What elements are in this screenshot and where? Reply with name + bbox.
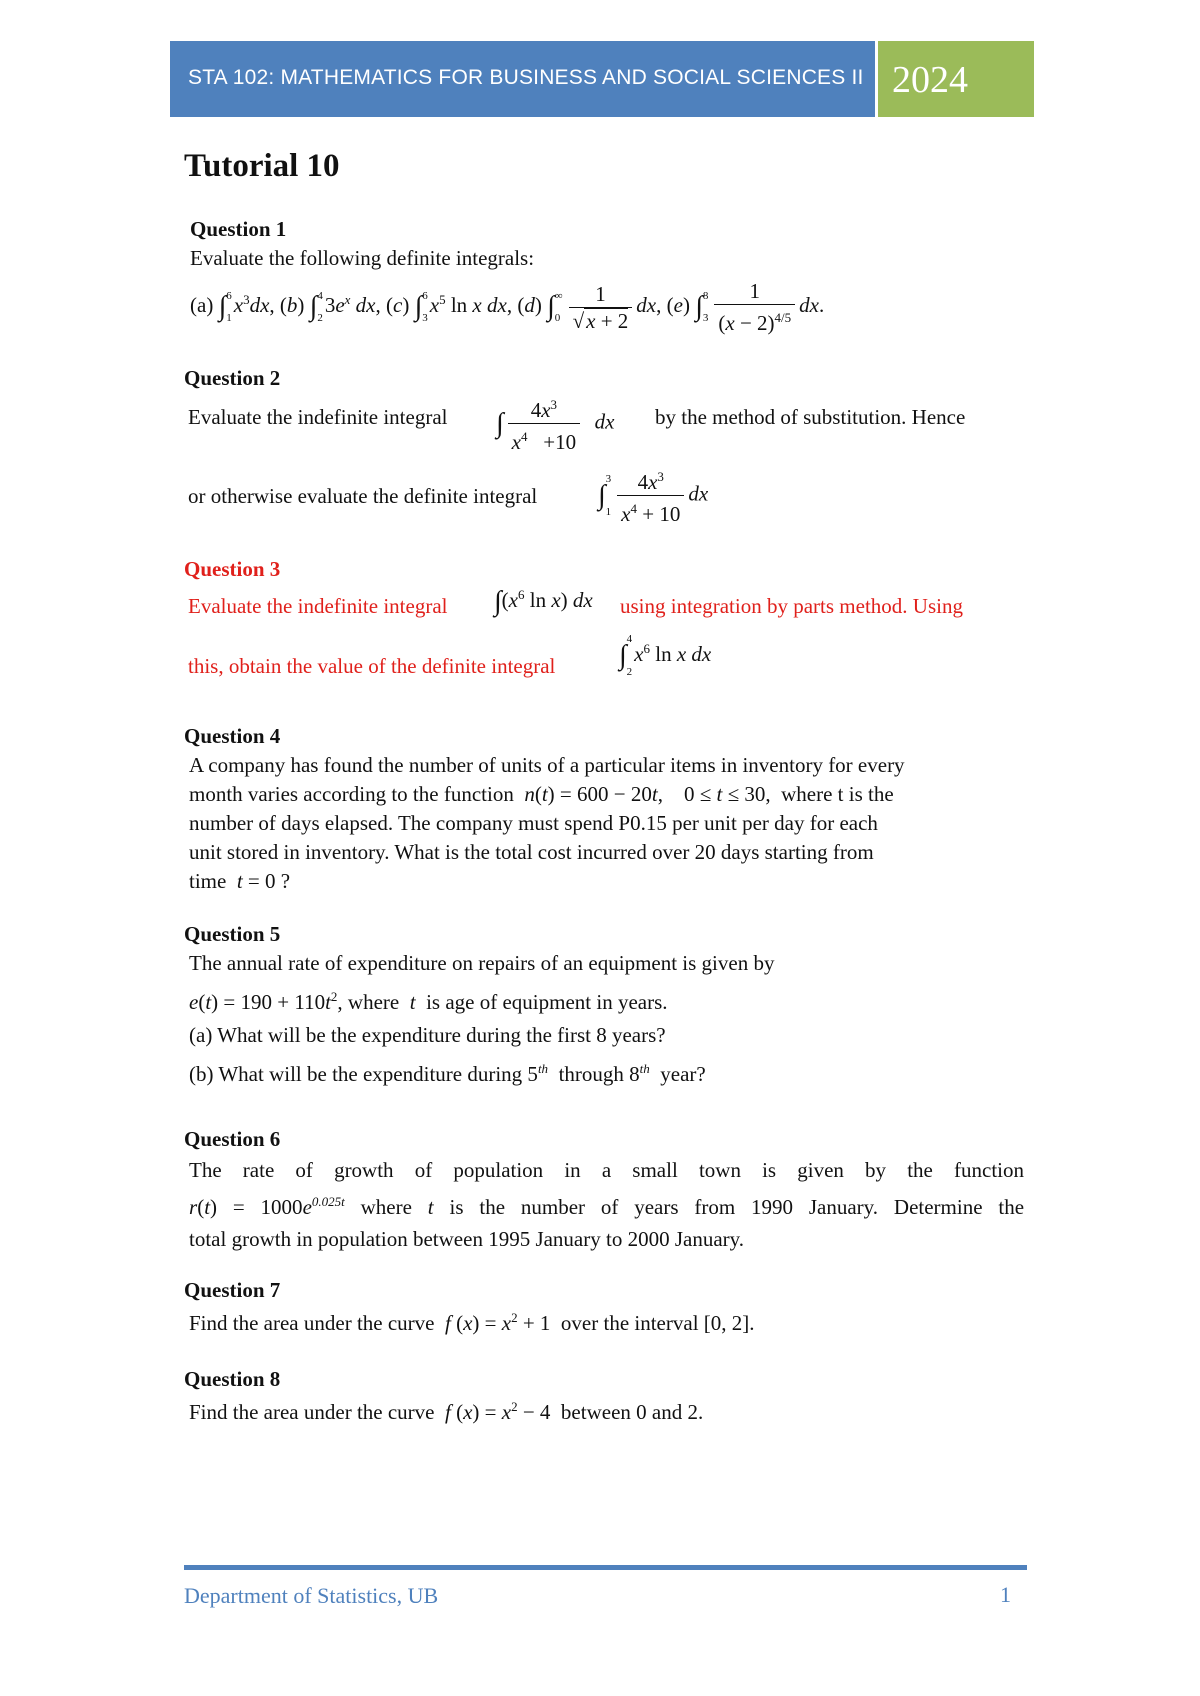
question-6-line-2-a: where — [360, 1195, 412, 1219]
question-4-line-4: unit stored in inventory. What is the total cost incurred over 20 days starting from — [189, 840, 874, 864]
question-4-line-2-a: month varies according to the function — [189, 782, 514, 806]
question-5-line-2-b: is age of equipment in years. — [426, 990, 668, 1014]
question-8-heading: Question 8 — [184, 1367, 281, 1391]
question-8-line: Find the area under the curve f $(x) = x^2 - 4$ between 0 and 2. — [189, 1399, 704, 1424]
question-2-text-b: by the method of substitution. Hence — [655, 405, 966, 429]
question-6-heading: Question 6 — [184, 1127, 281, 1151]
question-5-heading: Question 5 — [184, 922, 281, 946]
footer-department: Department of Statistics, UB — [184, 1583, 439, 1608]
question-7-heading: Question 7 — [184, 1278, 281, 1302]
header-year: 2024 — [892, 59, 968, 101]
question-4-line-3: number of days elapsed. The company must spend P0.15 per unit per day for each — [189, 811, 878, 835]
footer-rule — [184, 1565, 1027, 1570]
question-3-integral: $\int(x^6$ ln x) dx — [494, 586, 593, 617]
question-7-text-a: Find the area under the curve — [189, 1311, 435, 1335]
question-2-integral: ∫ $\frac{4x^3}{x^4 +10}$ dx — [496, 394, 614, 453]
doc-title: Tutorial 10 — [184, 148, 340, 184]
question-5-part-b-2: through 8 — [558, 1062, 640, 1086]
question-8-text-b: between 0 and 2. — [560, 1400, 704, 1424]
question-5-part-a: (a) What will be the expenditure during the first 8 years? — [189, 1023, 666, 1047]
question-6-line-2-b: is the number of years from 1990 January. Determine the — [449, 1195, 1025, 1219]
question-4-line-5: time — [189, 869, 227, 893]
question-5-part-b-1: (b) What will be the expenditure during 5 — [189, 1062, 538, 1086]
question-5-part-b-3: year? — [660, 1062, 706, 1086]
question-1-heading: Question 1 — [190, 217, 287, 241]
question-1-integrals: (a) ∫6 $1x^3dx$, (b) ∫4 $23e^x$ dx, (c) ∫6 $3x^5$ ln x dx, (d) ∫∞ 0 $\frac{1}{√x + 2}$ dx, (e) ∫8 3 $\frac{1}{(x - 2)^{4/5}}$ dx. — [190, 279, 825, 335]
page-number: 1 — [1000, 1582, 1011, 1607]
question-3-definite-integral: ∫4 $2x^6$ ln x dx — [619, 633, 712, 678]
question-4-body: A company has found the number of units of a particular items in inventory for every month varies according to the function n(t) = 600 − 20t, 0 ≤ t ≤ 30, where t is the number of days elapsed. The company must spend P0.15 per unit per day for each unit stored in inventory. What is the total cost incurred over 20 days starting from time t = 0 ? — [189, 751, 1039, 896]
question-3-heading: Question 3 — [184, 557, 281, 581]
question-4-line-2-b: where t is the — [781, 782, 894, 806]
question-2-text-c: or otherwise evaluate the definite integral — [188, 484, 538, 508]
question-4-line-1: A company has found the number of units of a particular items in inventory for every — [189, 753, 905, 777]
question-2-heading: Question 2 — [184, 366, 281, 390]
question-2-definite-integral: ∫3 1 $\frac{4x^3}{x^4 + 10}$ dx — [598, 466, 708, 525]
question-5-line-2: , where — [337, 990, 400, 1014]
header-title: STA 102: MATHEMATICS FOR BUSINESS AND SOCIAL SCIENCES II — [188, 66, 864, 89]
question-5-line-1: The annual rate of expenditure on repairs of an equipment is given by — [189, 951, 775, 975]
question-6-line-1: The rate of growth of population in a small town is given by the function — [189, 1158, 1024, 1182]
question-7-text-b: over the interval — [560, 1311, 699, 1335]
question-8-text-a: Find the area under the curve — [189, 1400, 435, 1424]
question-2-text-a: Evaluate the indefinite integral — [188, 405, 448, 429]
question-3-text-b: using integration by parts method. Using — [620, 594, 963, 618]
question-3-text-a: Evaluate the indefinite integral — [188, 594, 448, 618]
question-5-body: The annual rate of expenditure on repairs of an equipment is given by $e(t) = 190 + 110t^2$, where t is age of equipment in years. (a) What will be the expenditure during the first 8 years? (b) What will be the expenditure during 5th through 8th year? — [189, 947, 1039, 1091]
question-6-line-3: total growth in population between 1995 January to 2000 January. — [189, 1227, 745, 1251]
question-4-heading: Question 4 — [184, 724, 281, 748]
question-7-line: Find the area under the curve f $(x) = x^2 + 1$ over the interval [0, 2]. — [189, 1310, 755, 1335]
question-1-text: Evaluate the following definite integrals: — [190, 246, 535, 270]
question-3-text-c: this, obtain the value of the definite integral — [188, 654, 556, 678]
question-6-body: The rate of growth of population in a small town is given by the function $r(t) = 1000e^{0.025t}$ where t is the number of years from 1990 January. Determine the total growth in population between 1995 January to 2000 January. — [189, 1154, 1024, 1255]
